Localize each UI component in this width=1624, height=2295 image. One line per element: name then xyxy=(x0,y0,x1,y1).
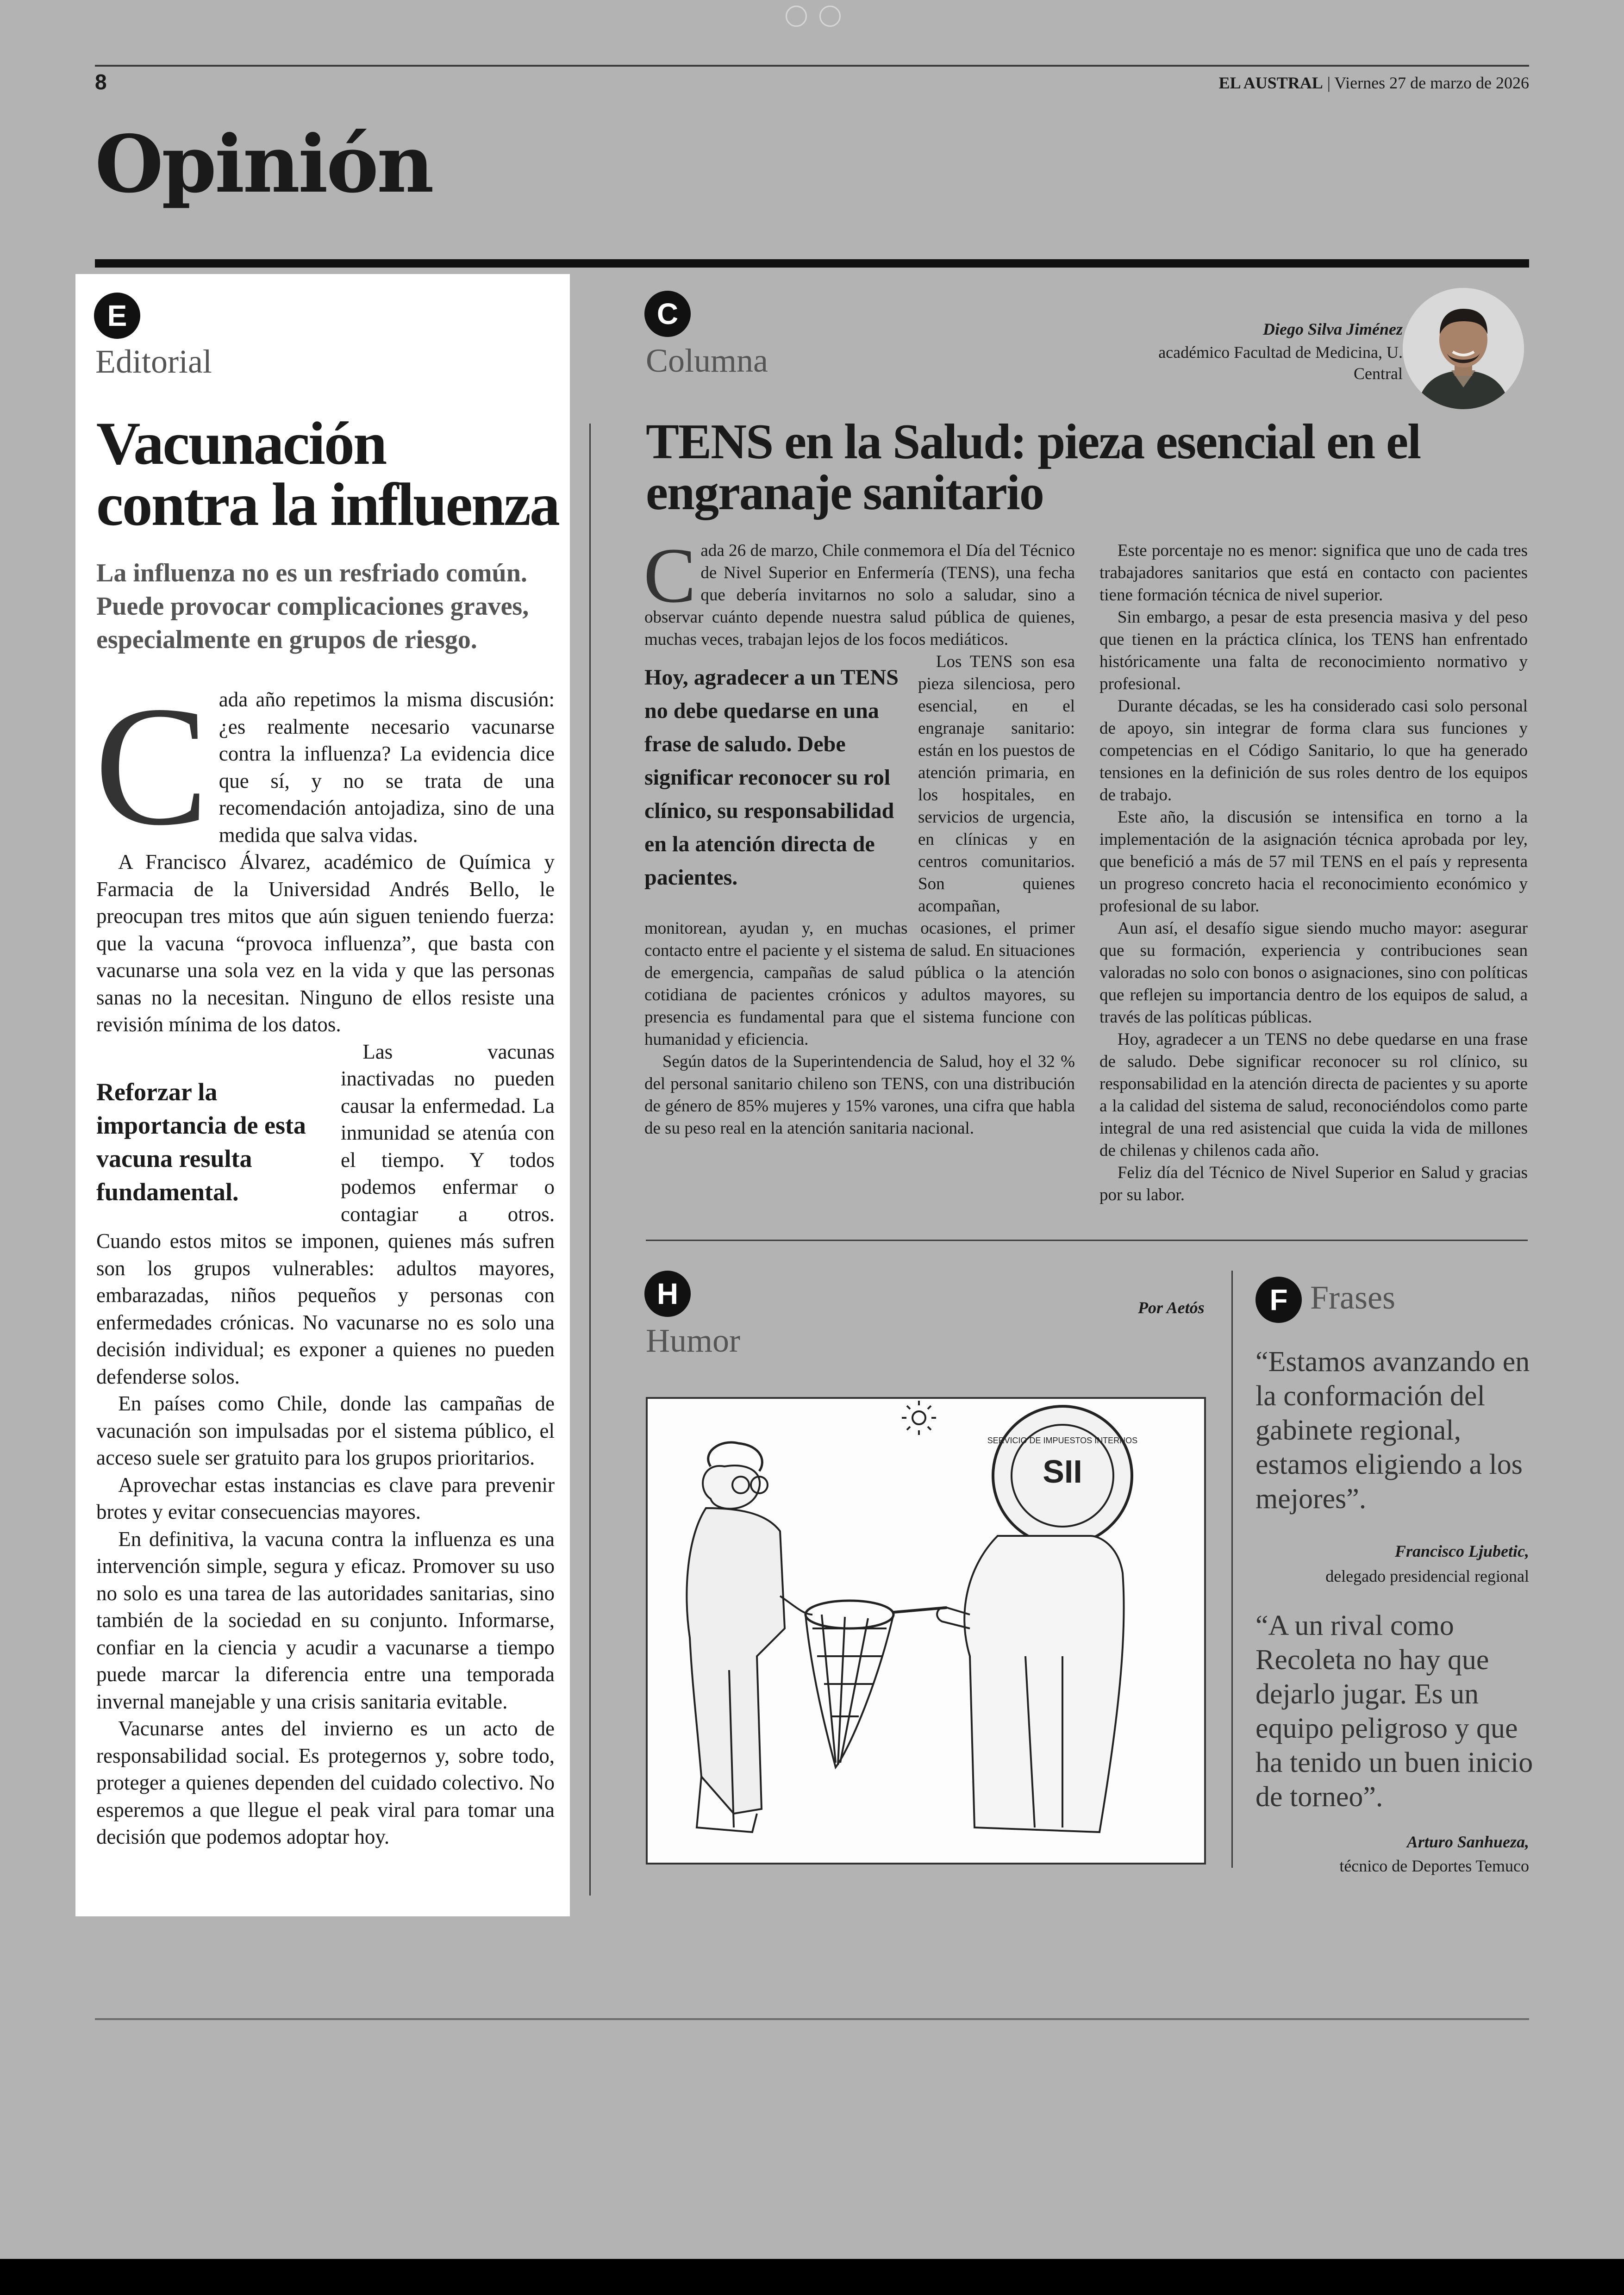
column-paragraph: Este año, la discusión se intensifica en torno a la implementación de la asignación técnica aprobada por ley, que benefició a más de 57 mil TENS en el país y representa un progreso concreto hacia el reconocimiento económico y profesional de su labor. xyxy=(1099,808,1528,916)
editorial-paragraph: Vacunarse antes del invierno es un acto de responsabilidad social. Es protegernos y, sobre todo, proteger a quienes dependen del cuidado colectivo. No esperemos a que llegue el peak viral para tomar una decisión que podemos adoptar hoy. xyxy=(96,1717,555,1848)
section-rule xyxy=(95,259,1529,268)
cartoon-illustration-icon xyxy=(646,1397,1206,1865)
next-page-icon[interactable] xyxy=(819,6,841,27)
editorial-paragraph: En países como Chile, donde las campañas de vacunación son impulsadas por el sistema público, el acceso suele ser gratuito para los grupos prioritarios. xyxy=(96,1392,555,1469)
humor-badge: H xyxy=(644,1271,691,1317)
viewer-bottom-bar xyxy=(0,2259,1624,2295)
editorial-paragraph: En definitiva, la vacuna contra la influenza es una intervención simple, segura y eficaz. Promover su uso no solo es una tarea de las autoridades sanitarias, sino también de la sociedad en su conjunto. Informarse, confiar en la ciencia y acudir a vacunarse a tiempo puede marcar la diferencia entre una temporada invernal manejable y una crisis sanitaria evitable. xyxy=(96,1527,555,1713)
editorial-paragraph: Las vacunas inactivadas no pueden causar la enfermedad. La inmunidad se atenúa con el tiempo. Y todos podemos enfermar o contagiar a otros. Cuando estos mitos se imponen, quienes más sufren son los grupos vulnerables: adultos mayores, embarazadas, niños pequeños y personas con enfermedades crónicas. No vacunarse no es solo una decisión individual; es exponer a quienes no pueden defenderse solos. xyxy=(96,1040,555,1388)
frases-role-2: técnico de Deportes Temuco xyxy=(1339,1857,1529,1875)
editorial-deck: La influenza no es un resfriado común. Puede provocar complicaciones graves, especialmente en grupos de riesgo. xyxy=(96,559,529,654)
column-paragraph: ada 26 de marzo, Chile conmemora el Día del Técnico de Nivel Superior en Enfermería (TENS), una fecha que debería invitarnos no solo a saludar, sino a observar cuánto depende nuestra salud pública de quienes, muchas veces, trabajan lejos de los focos mediáticos. xyxy=(644,541,1075,649)
humor-kicker: Humor xyxy=(646,1322,740,1359)
frases-author-2: Arturo Sanhueza, xyxy=(1406,1833,1529,1851)
coin-text: SERVICIO DE IMPUESTOS INTERNOS xyxy=(987,1436,1138,1445)
frases-badge: F xyxy=(1255,1277,1302,1323)
column-paragraph: Este porcentaje no es menor: significa que uno de cada tres trabajadores sanitarios que está en contacto con pacientes tiene formación técnica de nivel superior. xyxy=(1099,541,1528,605)
top-rule xyxy=(95,65,1529,67)
column-pullquote: Hoy, agradecer a un TENS no debe quedarse en una frase de saludo. Debe significar reconocer su rol clínico, su responsabilidad en la atención directa de pacientes. xyxy=(644,665,899,890)
frases-quote-1: “Estamos avanzando en la conformación del gabinete regional, estamos eligiendo a los mejores”. xyxy=(1255,1346,1530,1515)
editorial-body xyxy=(94,671,555,1851)
column-paragraph: Según datos de la Superintendencia de Salud, hoy el 32 % del personal sanitario chileno son TENS, con una distribución de género de 85% mujeres y 15% varones, una cifra que habla de su peso real en la atención sanitaria nacional. xyxy=(644,1052,1075,1138)
column-headline: TENS en la Salud: pieza esencial en el engranaje sanitario xyxy=(646,414,1421,521)
editorial-dropcap: C xyxy=(94,671,209,861)
humor-cartoon xyxy=(646,1397,1206,1865)
column-kicker: Columna xyxy=(646,342,768,379)
editorial-panel xyxy=(75,274,570,1916)
column-bottom-rule xyxy=(646,1240,1528,1241)
column-author-name: Diego Silva Jiménez xyxy=(1263,320,1403,338)
paper-name: EL AUSTRAL xyxy=(1218,74,1323,92)
column-paragraph: Los TENS son esa pieza silenciosa, pero esencial, en el engranaje sanitario: están en los puestos de atención primaria, en los hospitales, en servicios de urgencia, en clínicas y en centros comunitarios. Son quienes acompañan, monitorean, ayudan y, en muchas ocasiones, el primer contacto entre el paciente y el sistema de salud. En situaciones de emergencia, campañas de salud pública o la atención cotidiana de pacientes crónicos y adultos mayores, su presencia es fundamental para que el sistema funcione con humanidad y eficiencia. xyxy=(644,652,1075,1049)
column-body-left xyxy=(643,532,1075,1140)
frases-author-1: Francisco Ljubetic, xyxy=(1395,1542,1529,1560)
prev-page-icon[interactable] xyxy=(786,6,807,27)
column-body-right xyxy=(1099,540,1528,1206)
column-paragraph: Aun así, el desafío sigue siendo mucho mayor: asegurar que su formación, experiencia y contribuciones sean valoradas no solo con bonos o asignaciones, sino con políticas que reflejen su importancia dentro de los equipos de salud, a través de las políticas públicas. xyxy=(1099,919,1528,1027)
frases-kicker: Frases xyxy=(1310,1279,1395,1316)
editorial-paragraph: A Francisco Álvarez, académico de Química y Farmacia de la Universidad Andrés Bello, le preocupan tres mitos que aún siguen teniendo fuerza: que la vacuna “provoca influenza”, que basta con vacunarse una sola vez en la vida y que las personas sanas no la necesitan. Ninguno de ellos resiste una revisión mínima de los datos. xyxy=(96,850,555,1036)
section-title: Opinión xyxy=(95,118,432,211)
editorial-headline: Vacunación contra la influenza xyxy=(96,409,559,538)
column-paragraph: Sin embargo, a pesar de esta presencia masiva y del peso que tienen en la práctica clínica, los TENS han enfrentado históricamente una falta de reconocimiento normativo y profesional. xyxy=(1099,608,1528,693)
author-photo-icon xyxy=(1403,288,1524,409)
masthead-separator: | xyxy=(1323,74,1335,92)
editorial-badge: E xyxy=(94,293,140,339)
editorial-paragraph: Aprovechar estas instancias es clave para prevenir brotes y evitar consecuencias mayores. xyxy=(96,1473,555,1523)
column-paragraph: Durante décadas, se les ha considerado casi solo personal de apoyo, sin integrar de forma clara sus funciones y competencias en el Código Sanitario, lo que ha generado tensiones en la definición de sus roles dentro de los equipos de trabajo. xyxy=(1099,697,1528,804)
frases-quote-2: “A un rival como Recoleta no hay que dejarlo jugar. Es un equipo peligroso y que ha tenido un buen inicio de torneo”. xyxy=(1255,1610,1533,1813)
column-divider xyxy=(589,424,591,1896)
column-paragraph: Hoy, agradecer a un TENS no debe quedarse en una frase de saludo. Debe significar reconocer su rol clínico, su responsabilidad en la atención directa de pacientes y su aporte a la calidad del sistema de salud, reconociéndolos como parte integral de una red asistencial que cuida la vida de millones de chilenas y chilenos cada año. xyxy=(1099,1030,1528,1160)
page-number: 8 xyxy=(95,70,107,94)
author-avatar xyxy=(1403,288,1524,409)
masthead xyxy=(1219,73,1529,93)
humor-frases-divider xyxy=(1231,1271,1233,1868)
editorial-paragraph: ada año repetimos la misma discusión: ¿es realmente necesario vacunarse contra la influenza? La evidencia dice que sí, y no se trata de una recomendación antojadiza, sino de una medida que salva vidas. xyxy=(219,688,555,847)
page-bottom-rule xyxy=(95,2018,1529,2020)
humor-byline: Por Aetós xyxy=(1138,1298,1205,1317)
column-dropcap: C xyxy=(643,532,696,619)
editorial-kicker: Editorial xyxy=(95,343,212,380)
column-badge: C xyxy=(644,291,691,337)
column-paragraph: Feliz día del Técnico de Nivel Superior en Salud y gracias por su labor. xyxy=(1099,1163,1528,1204)
issue-date: Viernes 27 de marzo de 2026 xyxy=(1334,74,1529,92)
column-author-role: académico Facultad de Medicina, U. Central xyxy=(1158,343,1403,383)
coin-mark: SII xyxy=(1043,1453,1082,1490)
frases-role-1: delegado presidencial regional xyxy=(1325,1567,1529,1585)
editorial-pullquote: Reforzar la importancia de esta vacuna resulta fundamental. xyxy=(96,1078,306,1206)
